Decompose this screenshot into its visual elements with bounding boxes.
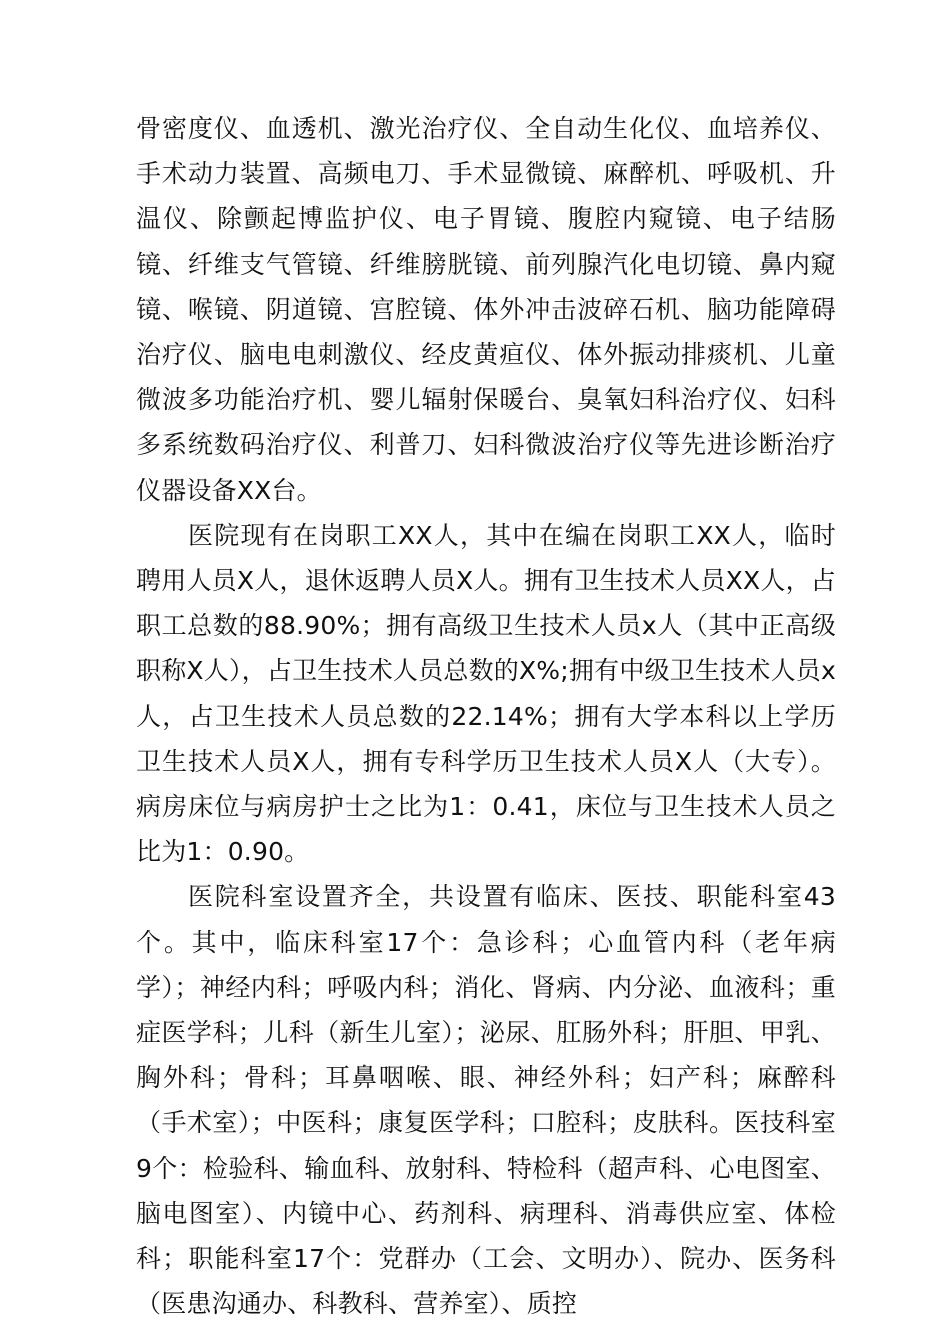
paragraph-equipment-list: 骨密度仪、血透机、激光治疗仪、全自动生化仪、血培养仪、手术动力装置、高频电刀、手术显微镜、麻醉机、呼吸机、升温仪、除颤起博监护仪、电子胃镜、腹腔内窥镜、电子结肠镜、纤维支气管镜、纤维膀胱镜、前列腺汽化电切镜、鼻内窥镜、喉镜、阴道镜、宫腔镜、体外冲击波碎石机、脑功能障碍治疗仪、脑电电刺激仪、经皮黄疸仪、体外振动排痰机、儿童微波多功能治疗机、婴儿辐射保暖台、臭氧妇科治疗仪、妇科多系统数码治疗仪、利普刀、妇科微波治疗仪等先进诊断治疗仪器设备XX台。 xyxy=(136,114,836,505)
paragraph-staff-summary: 医院现有在岗职工XX人，其中在编在岗职工XX人，临时聘用人员X人，退休返聘人员X人。拥有卫生技术人员XX人，占职工总数的88.90%；拥有高级卫生技术人员x人（其中正高级职称X人），占卫生技术人员总数的X%;拥有中级卫生技术人员x人，占卫生技术人员总数的22.14%；拥有大学本科以上学历卫生技术人员X人，拥有专科学历卫生技术人员X人（大专）。病房床位与病房护士之比为1：0.41，床位与卫生技术人员之比为1：0.90。 xyxy=(136,520,836,867)
paragraph-department-summary: 医院科室设置齐全，共设置有临床、医技、职能科室43个。其中，临床科室17个：急诊科；心血管内科（老年病学）；神经内科；呼吸内科；消化、肾病、内分泌、血液科；重症医学科；儿科（新生儿室）；泌尿、肛肠外科；肝胆、甲乳、胸外科；骨科；耳鼻咽喉、眼、神经外科；妇产科；麻醉科（手术室）；中医科；康复医学科；口腔科；皮肤科。医技科室9个：检验科、输血科、放射科、特检科（超声科、心电图室、脑电图室）、内镜中心、药剂科、病理科、消毒供应室、体检科；职能科室17个：党群办（工会、文明办）、院办、医务科（医患沟通办、科教科、营养室）、质控 xyxy=(136,882,836,1319)
document-body xyxy=(136,106,836,1326)
